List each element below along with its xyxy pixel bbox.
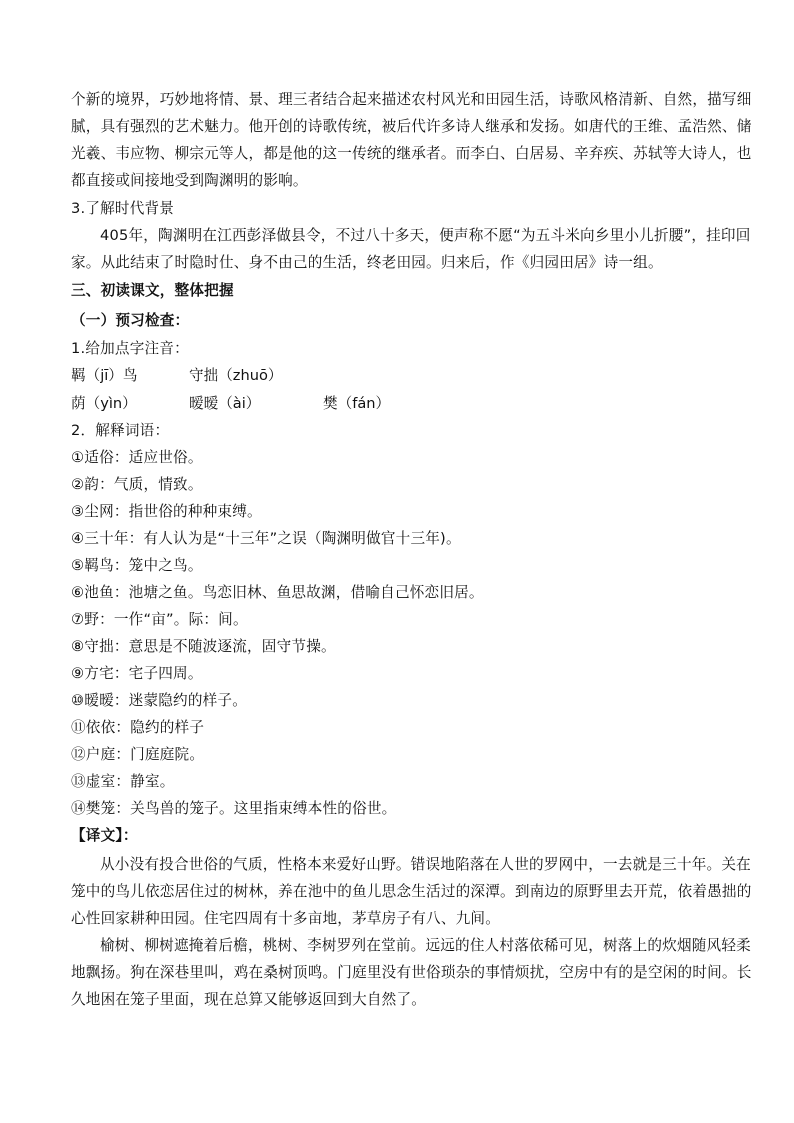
- vocab-item: ④三十年：有人认为是“十三年”之误（陶渊明做官十三年)。: [71, 530, 461, 547]
- translation-heading: 【译文】：: [71, 827, 138, 844]
- vocab-item: ③尘网：指世俗的种种束缚。: [71, 503, 262, 520]
- translation-line: 从小没有投合世俗的气质，性格本来爱好山野。错误地陷落在人世的罗网中，一去就是三十年。关在: [100, 856, 751, 873]
- pinyin-item-zhuo: 守拙（zhuō）: [189, 367, 283, 384]
- pinyin-item-fan: 樊（fán）: [323, 395, 391, 412]
- translation-line: 心性回家耕种田园。住宅四周有十多亩地，茅草房子有八、九间。: [71, 910, 501, 927]
- vocab-item: ⑤羁鸟：笼中之鸟。: [71, 557, 203, 574]
- intro-line-1: 个新的境界，巧妙地将情、景、理三者结合起来描述农村风光和田园生活，诗歌风格清新、自然，描写细: [71, 91, 752, 108]
- vocab-item: ⑥池鱼：池塘之鱼。鸟恋旧林、鱼思故渊，借喻自己怀恋旧居。: [71, 584, 484, 601]
- vocab-item: ⑭樊笼：关鸟兽的笼子。这里指束缚本性的俗世。: [71, 800, 397, 817]
- vocab-item: ⑦野：一作“亩”。际：间。: [71, 611, 248, 628]
- intro-line-3: 光羲、韦应物、柳宗元等人，都是他的这一传统的继承者。而李白、白居易、辛弃疾、苏轼等大诗人，也: [71, 145, 752, 162]
- background-line-2: 家。从此结束了时隐时仕、身不由己的生活，终老田园。归来后，作《归园田居》诗一组。: [71, 254, 663, 271]
- intro-line-2: 腻，具有强烈的艺术魅力。他开创的诗歌传统，被后代许多诗人继承和发扬。如唐代的王维、孟浩然、储: [71, 118, 752, 135]
- vocab-heading: 2．解释词语：: [71, 422, 170, 439]
- vocab-item: ⑧守拙：意思是不随波逐流，固守节操。: [71, 638, 336, 655]
- pinyin-item-ji: 羁（jī）鸟: [71, 367, 138, 384]
- vocab-item: ①适俗：适应世俗。: [71, 449, 203, 466]
- translation-line: 榆树、柳树遮掩着后檐，桃树、李树罗列在堂前。远远的住人村落依稀可见，树落上的炊烟随风轻柔: [100, 937, 751, 954]
- vocab-item: ⑬虚室：静室。: [71, 773, 175, 790]
- pinyin-item-yin: 荫（yìn）: [71, 395, 137, 412]
- translation-line: 久地困在笼子里面，现在总算又能够返回到大自然了。: [71, 991, 427, 1008]
- part-heading: 三、初读课文，整体把握: [71, 282, 234, 299]
- vocab-item: ⑨方宅：宅子四周。: [71, 665, 203, 682]
- pinyin-heading: 1.给加点字注音：: [71, 340, 189, 357]
- background-line-1: 405年，陶渊明在江西彭泽做县令，不过八十多天，便声称不愿“为五斗米向乡里小儿折腰”，挂印回: [100, 227, 751, 244]
- vocab-item: ⑫户庭：门庭庭院。: [71, 746, 205, 763]
- translation-line: 笼中的鸟儿依恋居住过的树林，养在池中的鱼儿思念生活过的深潭。到南边的原野里去开荒，依着愚拙的: [71, 883, 752, 900]
- intro-line-4: 都直接或间接地受到陶渊明的影响。: [71, 172, 308, 189]
- section-heading-background: 3.了解时代背景: [71, 200, 175, 217]
- vocab-item: ②韵：气质，情致。: [71, 476, 203, 493]
- translation-line: 地飘扬。狗在深巷里叫，鸡在桑树顶鸣。门庭里没有世俗琐杂的事情烦扰，空房中有的是空闲的时间。长: [71, 964, 752, 981]
- vocab-item: ⑪依依：隐约的样子: [71, 719, 205, 736]
- preview-heading: （一）预习检查：: [71, 312, 190, 329]
- pinyin-item-ai: 暧暧（ài）: [189, 395, 261, 412]
- vocab-item: ⑩暧暧：迷蒙隐约的样子。: [71, 692, 248, 709]
